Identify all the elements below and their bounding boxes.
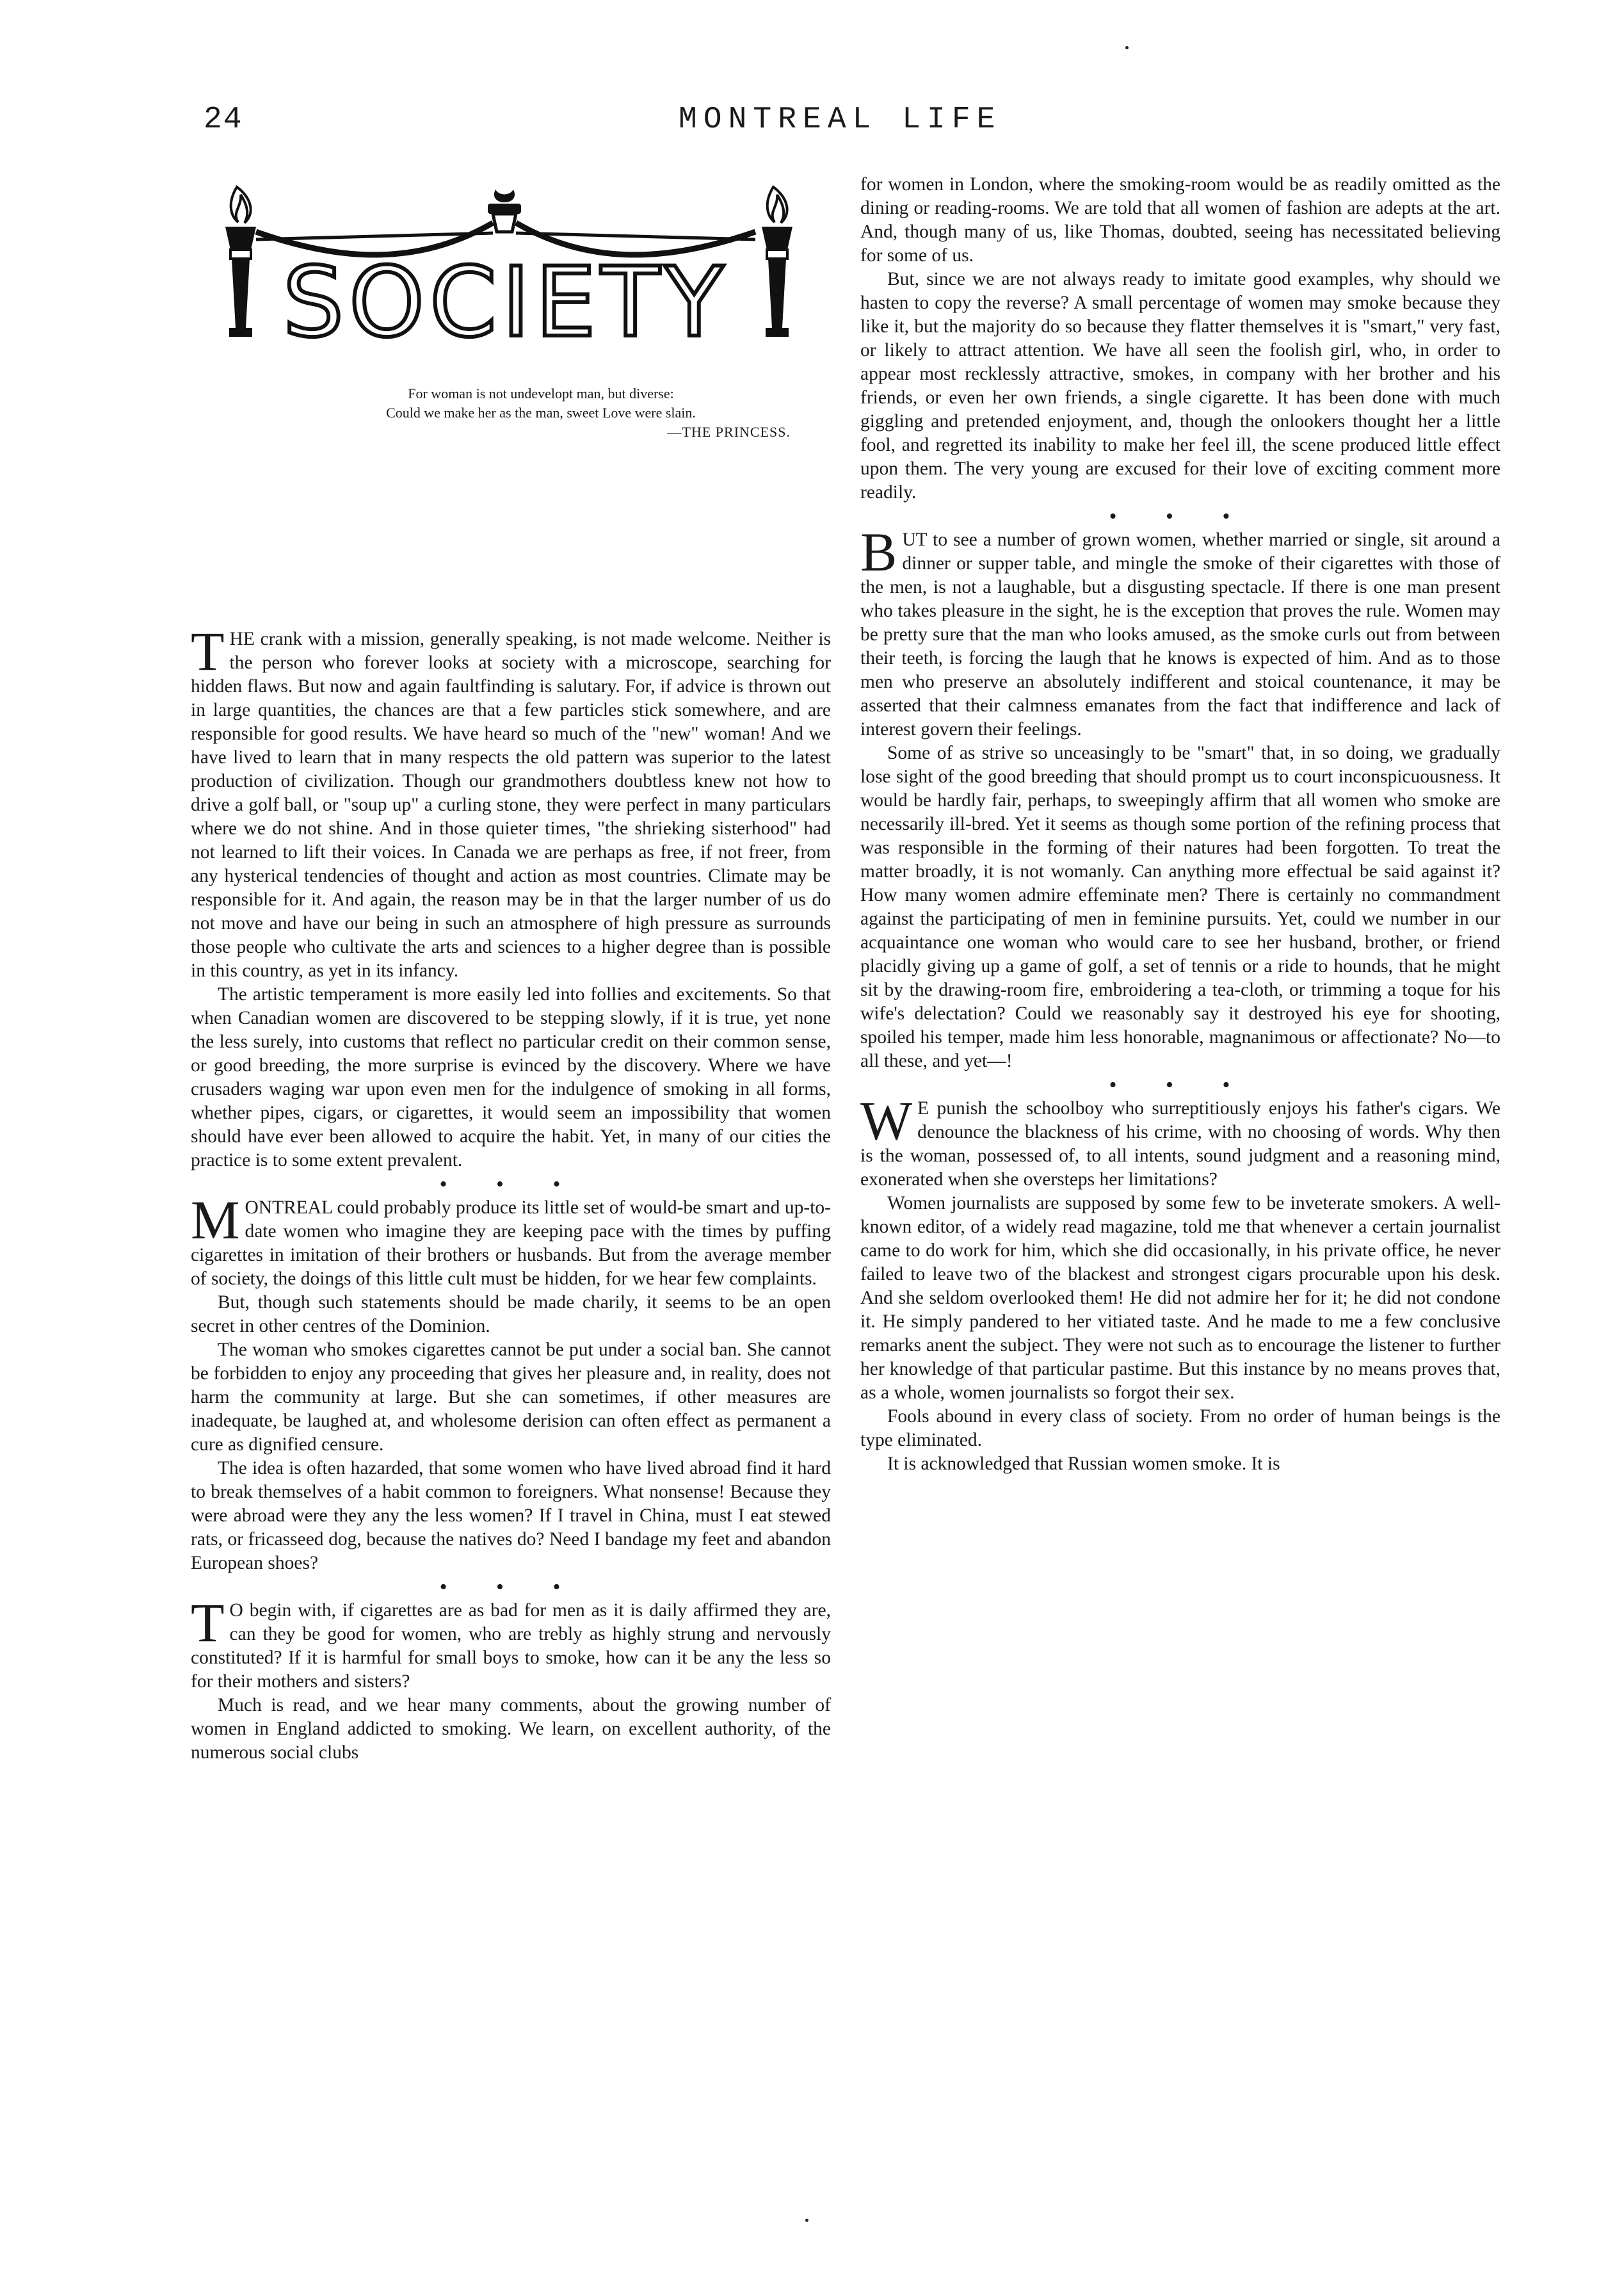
- paragraph: The woman who smokes cigarettes cannot be put under a social ban. She cannot be forbidden to enjoy any proceeding that gives her pleasure and, in reality, does not harm the community at large. But she can sometimes, if other measures are inadequate, be laughed at, and wholesome derision can often effect as permanent a cure as dignified censure.: [191, 1340, 831, 1455]
- section-separator: • • •: [1109, 1073, 1252, 1097]
- epigraph-attribution: —THE PRINCESS.: [667, 424, 791, 440]
- paragraph: T O begin with, if cigarettes are as bad for men as it is daily affirmed they are, can they be good for women, who are trebly as highly strung and nervously constituted? If it is harmful for small boys to smoke, how can it be any the less so for their mothers and sisters?: [191, 1592, 831, 1692]
- paragraph: BUT to see a number of grown women, whether married or single, sit around a dinner or supper table, and mingle the smoke of their cigarettes with those of the men, is not a laughable, but a disgusting spectacle. If there is one man present who takes pleasure in the sight, he is the exception that proves the rule. Women may be pretty sure that the man who looks amused, as the smoke curls out from between their teeth, is forcing the laugh that he knows is expected of him. And as to those men who preserve an absolutely indifferent and stoical countenance, it may be asserted that their calmness emanates from the fact that indifference and lack of interest govern their feelings.: [860, 521, 1500, 740]
- drop-cap: B: [860, 521, 897, 583]
- epigraph: [291, 384, 791, 442]
- paragraph: The artistic temperament is more easily led into follies and excitements. So that when Canadian women are discovered to be stepping slowly, if it is true, yet none the less surely, into customs that reflect no particular credit on their common sense, or good breeding, the more surprise is evinced by the discovery. Where we have crusaders waging war upon even men for the indulgence of smoking in all forms, whether pipes, cigars, or cigarettes, it would seem an impossibility that women should have ever been allowed to acquire the habit. Yet, in many of our cities the practice is to some extent prevalent.: [191, 984, 831, 1170]
- paragraph: Fools abound in every class of society. From no order of human beings is the type eliminated.: [860, 1406, 1500, 1450]
- right-column: [860, 173, 1500, 1476]
- drop-cap: T: [191, 1592, 225, 1653]
- paragraph: for women in London, where the smoking-room would be as readily omitted as the dining or reading-rooms. We are told that all women of fashion are adepts at the art. And, though many of us, like Thomas, doubted, seeing has necessitated believing for some of us.: [860, 174, 1500, 266]
- epigraph-line: Could we make her as the man, sweet Love were slain.: [386, 405, 696, 421]
- paragraph: Much is read, and we hear many comments, about the growing number of women in England addicted to smoking. We learn, on excellent authority, of the numerous social clubs: [191, 1695, 831, 1763]
- paragraph: The idea is often hazarded, that some women who have lived abroad find it hard to break themselves of a habit common to foreigners. What nonsense! Because they were abroad were they any the less women? If I travel in China, must I eat stewed rats, or fricasseed dog, because the natives do? Need I bandage my feet and abandon European shoes?: [191, 1458, 831, 1573]
- drop-cap: W: [860, 1090, 913, 1151]
- paragraph: MONTREAL could probably produce its little set of would-be smart and up-to-date women who imagine they are keeping pace with the times by puffing cigarettes in imitation of their brothers or husbands. But from the average member of society, the doings of this little cult must be hidden, for we hear few complaints.: [191, 1189, 831, 1289]
- section-separator: • • •: [1109, 505, 1252, 528]
- paragraph: Women journalists are supposed by some few to be inveterate smokers. A well-known editor, of a widely read magazine, told me that whenever a certain journalist came to do work for him, which she did occasionally, in his private office, he never failed to leave two of the blackest and strongest cigars procurable upon his desk. And she seldom overlooked them! He did not admire her for it; he did not condone it. He simply pandered to her vitiated taste. And he made to me a few conclusive remarks anent the subject. They were not such as to encourage the listener to further her knowledge of that particular pastime. But this instance by no means proves that, as a whole, women journalists so forgot their sex.: [860, 1193, 1500, 1403]
- paragraph: But, since we are not always ready to imitate good examples, why should we hasten to copy the reverse? A small percentage of women may smoke because they like it, but the majority do so because they flatter themselves it is "smart," very fast, or likely to attract attention. We have all seen the foolish girl, who, in order to appear most recklessly attractive, smokes, in company with her brother and his friends, or even her own friends, a single cigarette. It has been done with much giggling and pretended enjoyment, and, though the onlookers thought her a little fool, and regretted its inability to make her feel ill, the scene produced little effect upon them. The very young are excused for their love of exciting comment more readily.: [860, 269, 1500, 503]
- running-title: MONTREAL LIFE: [679, 102, 1002, 137]
- paragraph: THE crank with a mission, generally speaking, is not made welcome. Neither is the person who forever looks at society with a microscope, searching for hidden flaws. But now and again faultfinding is salutary. For, if advice is thrown out in large quantities, the chances are that a few particles stick somewhere, and are responsible for good results. We have heard so much of the "new" woman! And we have lived to learn that in many respects the old pattern was superior to the latest production of civilization. Though our grandmothers doubtless knew not how to drive a golf ball, or "soup up" a curling stone, they were perfect in many particulars where we do not shine. And in those quieter times, "the shrieking sisterhood" had not learned to lift their voices. In Canada we are perhaps as free, if not freer, from any hysterical tendencies of thought and action as most countries. Climate may be responsible for it. And again, the reason may be in that the larger number of us do not move and have our being in such an atmosphere of high pressure as surrounds those people who cultivate the arts and sciences to a higher degree than is possible in this country, as yet in its infancy.: [191, 620, 831, 981]
- section-separator: • • •: [439, 1575, 583, 1599]
- print-speck: [1125, 46, 1129, 49]
- drop-cap: T: [191, 620, 225, 682]
- paragraph: But, though such statements should be made charily, it seems to be an open secret in other centres of the Dominion.: [191, 1292, 831, 1336]
- society-banner: [192, 168, 819, 360]
- left-torch-icon: [225, 187, 256, 337]
- section-separator: • • •: [439, 1172, 583, 1196]
- banner-title: SOCIETY: [282, 247, 729, 359]
- paragraph: Some of as strive so unceasingly to be "smart" that, in so doing, we gradually lose sight of the good breeding that should prompt us to court inconspicuousness. It would be hardly fair, perhaps, to sweepingly affirm that all women who smoke are necessarily ill-bred. Yet it seems as though some portion of the refining process that was responsible in the forming of their natures had been forgotten. To treat the matter broadly, it is not womanly. Can anything more effectual be said against it? How many women admire effeminate men? There is certainly no commandment against the participating of men in feminine pursuits. Yet, could we number in our acquaintance one woman who would care to see her husband, brother, or friend placidly giving up a game of golf, a set of tennis or a ride to hounds, that he might sit by the drawing-room fire, embroidering a tea-cloth, or trimming a toque for his wife's delectation? Could we reasonably say it destroyed his eye for shooting, spoiled his temper, made him less honorable, magnanimous or affectionate? No—to all these, and yet—!: [860, 743, 1500, 1071]
- drop-cap: M: [191, 1189, 240, 1251]
- left-column: [191, 620, 831, 1765]
- right-torch-icon: [762, 187, 792, 337]
- paragraph: W E punish the schoolboy who surreptitiously enjoys his father's cigars. We denounce the blackness of his crime, with no choosing of words. Why then is the woman, possessed of, to all intents, sound judgment and a reasoning mind, exonerated when she oversteps her limitations?: [860, 1090, 1500, 1190]
- page-number: 24: [204, 102, 243, 137]
- paragraph: It is acknowledged that Russian women smoke. It is: [887, 1454, 1280, 1474]
- epigraph-line: For woman is not undevelopt man, but diverse:: [408, 385, 674, 401]
- print-speck: [805, 2219, 808, 2222]
